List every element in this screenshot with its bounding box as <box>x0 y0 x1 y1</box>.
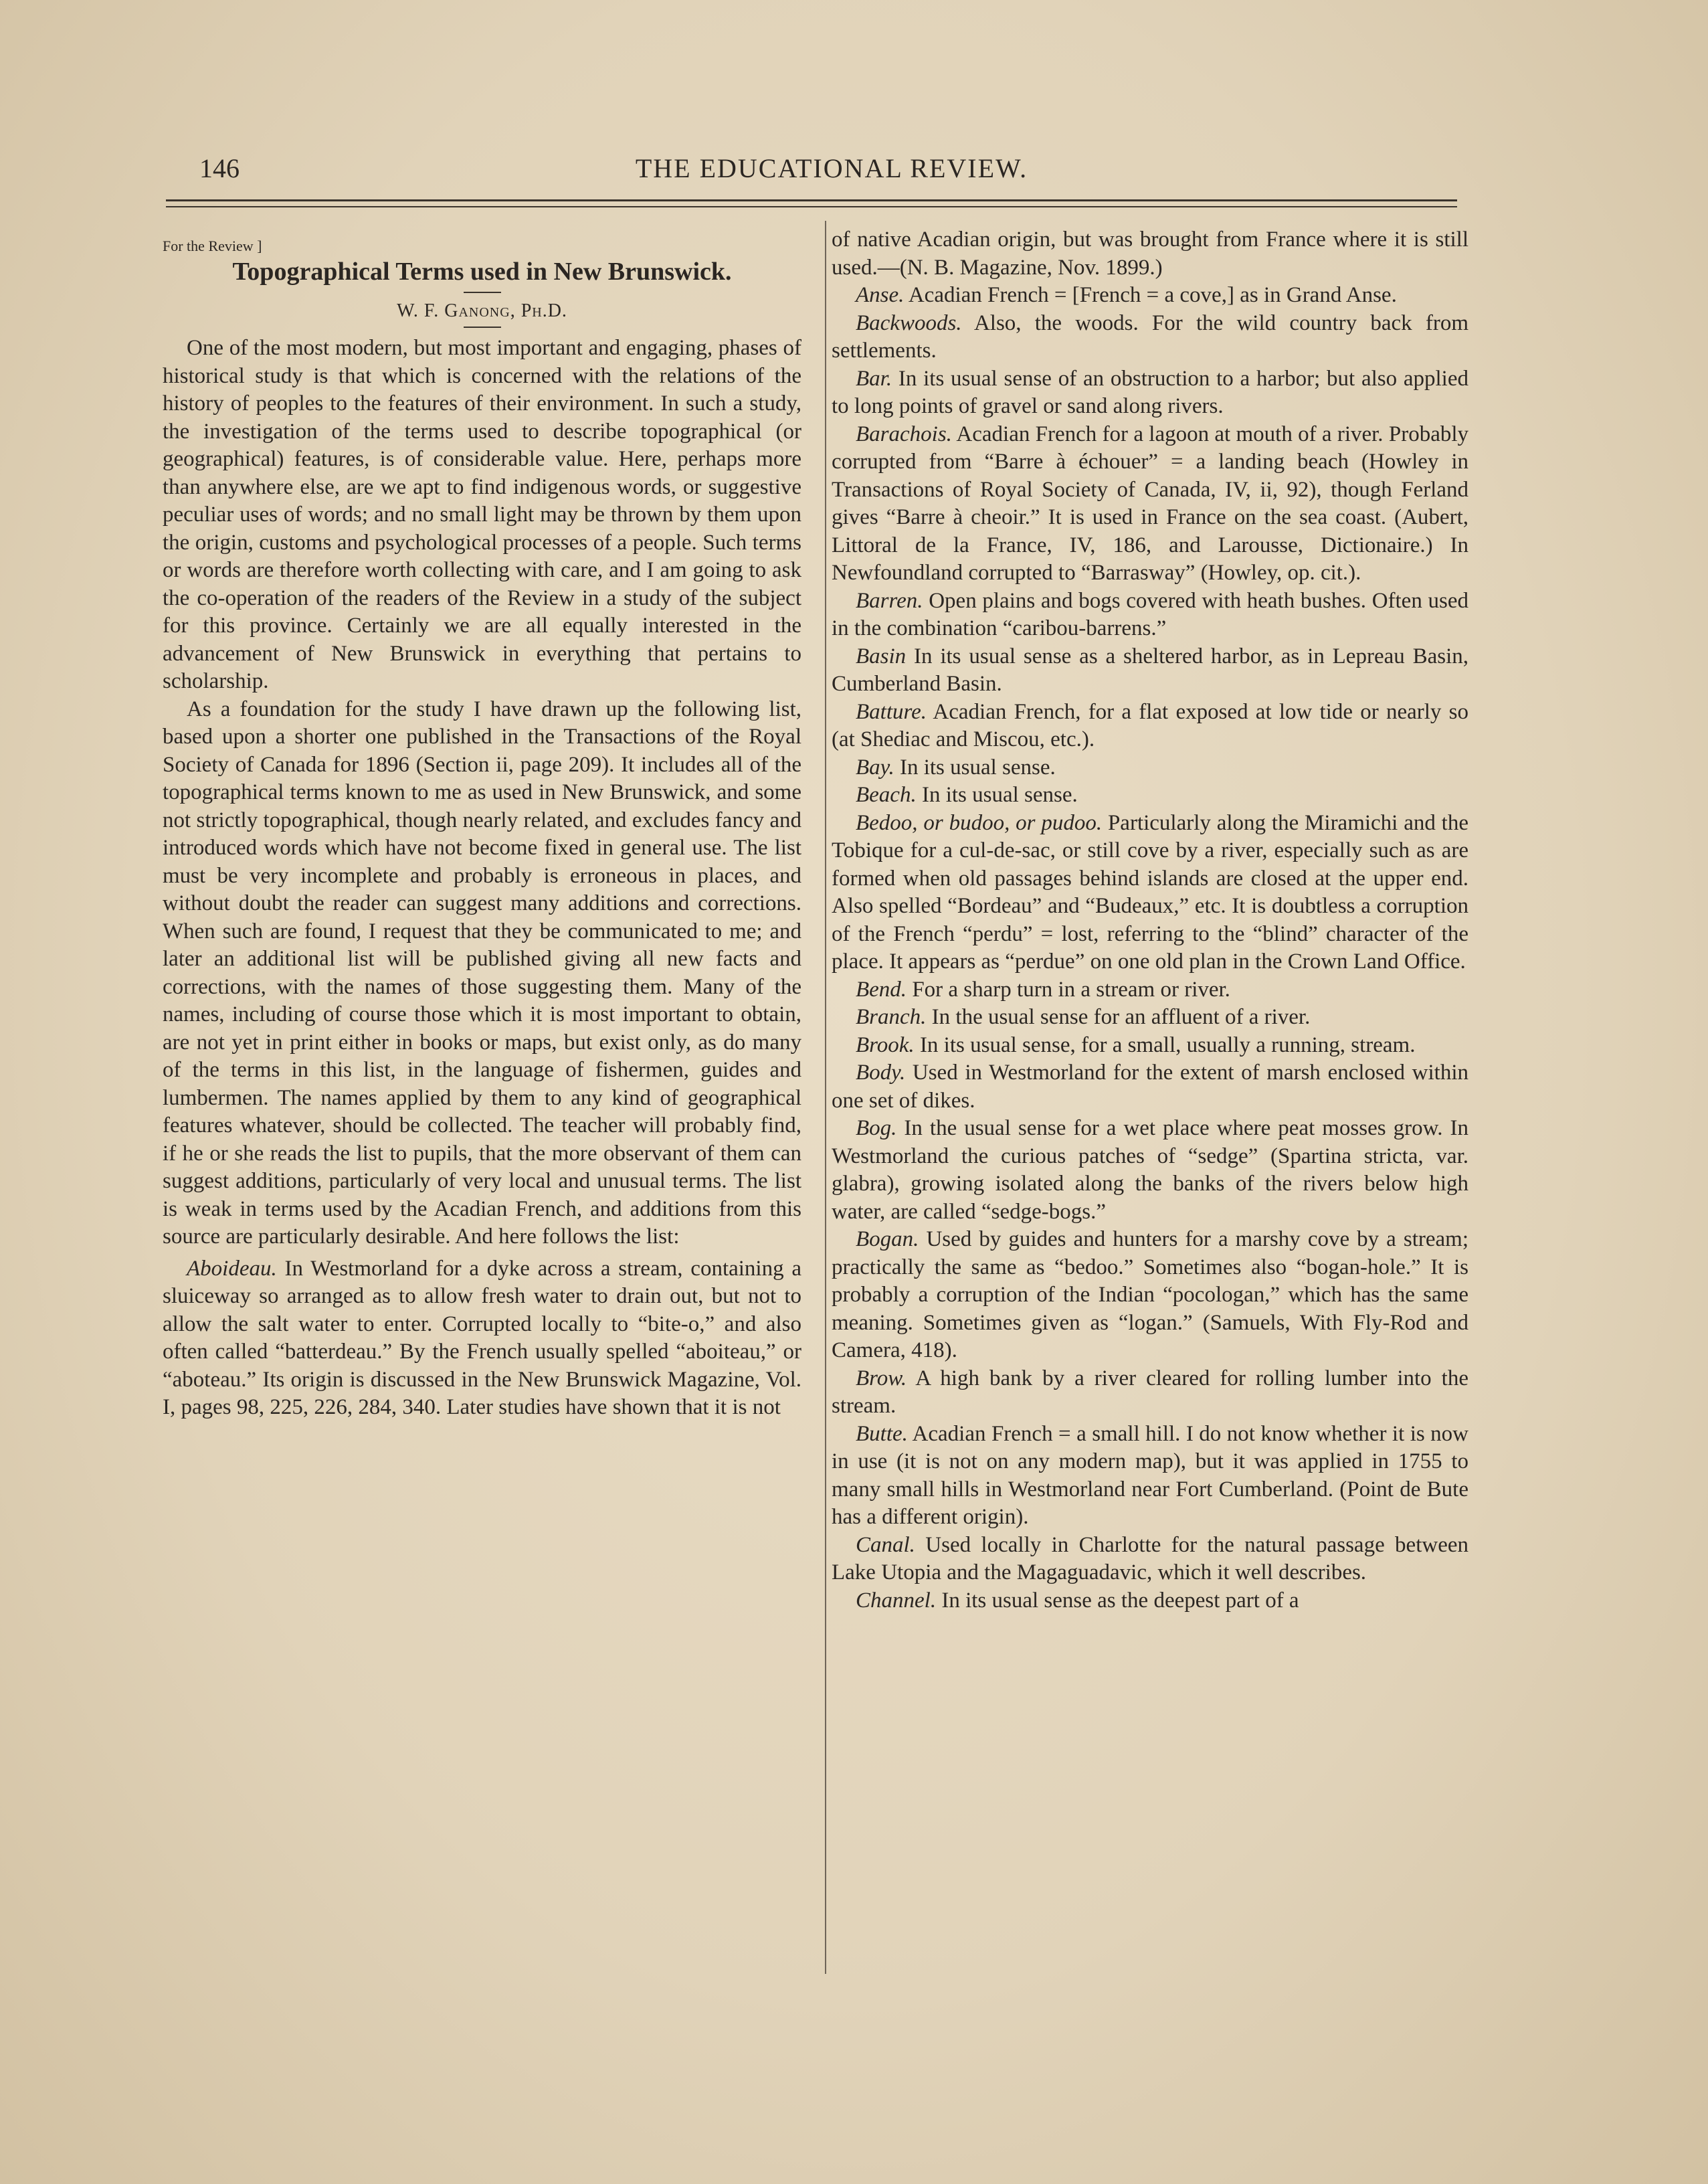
glossary-entry <box>832 1059 1468 1115</box>
entry-term: Bay. <box>856 755 894 780</box>
glossary-entry <box>832 1532 1468 1587</box>
glossary-entries <box>832 282 1468 1615</box>
glossary-entry <box>832 1032 1468 1060</box>
entry-text: Open plains and bogs covered with heath bushes. Often used in the combination “caribou-barrens.” <box>832 588 1469 640</box>
entry-term: Basin <box>856 644 907 668</box>
entry-text: Acadian French = [French = a cove,] as in Grand Anse. <box>908 283 1397 307</box>
glossary-entry <box>832 310 1468 365</box>
glossary-entry <box>832 421 1468 587</box>
entry-text: In its usual sense as the deepest part of a <box>941 1588 1299 1613</box>
intro-paragraph-2: As a foundation for the study I have drawn up the following list, based upon a shorter one published in the Transactions of the Royal Society of Canada for 1896 (Section ii, page 209). It includes all of the topographical terms known to me as used in New Brunswick, and some not strictly topographical, though nearly related, and excludes fancy and introduced words which have not become fixed in general use. The list must be very incomplete and probably is erroneous in places, and without doubt the reader can suggest many additions and corrections. When such are found, I request that they be communicated to me; and later an additional list will be published giving all new facts and corrections, with the names of those suggesting them. Many of the names, including of course those which it is most important to obtain, are not yet in print either in books or maps, but exist only, as do many of the terms in this list, in the language of fishermen, guides and lumbermen. The names applied by them to any kind of geographical features whatever, should be collected. The teacher will probably find, if he or she reads the list to pupils, that the more observant of them can suggest additions, particularly of very local and unusual terms. The list is weak in terms used by the Acadian French, and additions from this source are particularly desirable. And here follows the list: <box>163 697 801 1249</box>
entry-text: Used by guides and hunters for a marshy cove by a stream; practically the same as “bedoo.” Sometimes also “bogan-hole.” It is probably a corruption of the Indian “pocologan,” which has the same meaning. Sometimes given as “logan.” (Samuels, With Fly-Rod and Camera, 418). <box>832 1227 1469 1362</box>
header-rule-bottom <box>166 206 1457 207</box>
glossary-entry <box>832 782 1468 810</box>
entry-text: For a sharp turn in a stream or river. <box>912 977 1230 1002</box>
entry-term: Bar. <box>856 366 892 391</box>
entry-text: Also, the woods. For the wild country back from settlements. <box>832 310 1468 363</box>
glossary-entry <box>832 754 1468 782</box>
entry-text: In its usual sense. <box>899 755 1056 780</box>
page-number: 146 <box>199 153 240 183</box>
entry-text: Acadian French = a small hill. I do not know whether it is now in use (it is not on any modern map), but it was applied in 1755 to many small hills in Westmorland near Fort Cumberland. (Point de Bute has a different origin). <box>832 1421 1468 1529</box>
entry-term: Bend. <box>856 977 907 1002</box>
journal-title: THE EDUCATIONAL REVIEW. <box>635 153 1028 183</box>
glossary-entry <box>832 1365 1468 1421</box>
glossary-entry <box>832 1421 1468 1532</box>
entry-term: Butte. <box>856 1421 908 1446</box>
entry-text: Acadian French, for a flat exposed at low tide or nearly so (at Shediac and Miscou, etc.). <box>832 699 1468 751</box>
entry-text: In its usual sense, for a small, usually a running, stream. <box>919 1032 1416 1057</box>
entry-term: Channel. <box>856 1588 937 1613</box>
continued-text: of native Acadian origin, but was brought from France where it is still used.—(N. B. Magazine, Nov. 1899.) <box>832 227 1468 280</box>
glossary-entry <box>832 810 1468 976</box>
entry-text: In its usual sense as a sheltered harbor, as in Lepreau Basin, Cumberland Basin. <box>832 644 1468 696</box>
glossary-entry <box>832 1004 1468 1032</box>
glossary-entry <box>832 365 1468 421</box>
for-review-note: For the Review ] <box>163 238 262 254</box>
left-column <box>163 226 801 1422</box>
title-dash <box>464 292 501 293</box>
glossary-entry <box>163 1255 801 1422</box>
running-header <box>199 153 1464 193</box>
column-divider <box>825 221 826 1974</box>
intro-paragraph-1: One of the most modern, but most important and engaging, phases of historical study is that which is concerned with the relations of the history of peoples to the features of their environment. In such a study, the investigation of the terms used to describe topographical (or geographical) features, is of considerable value. Here, perhaps more than anywhere else, are we apt to find indigenous words, or suggestive peculiar uses of words; and no small light may be thrown by them upon the origin, customs and psychological processes of a people. Such terms or words are therefore worth collecting with care, and I am going to ask the co-operation of the readers of the Review in a study of the subject for this province. Certainly we are all equally interested in the advancement of New Brunswick in everything that pertains to scholarship. <box>163 336 801 693</box>
entry-text: A high bank by a river cleared for rolling lumber into the stream. <box>832 1366 1468 1418</box>
entry-text: Acadian French for a lagoon at mouth of a river. Probably corrupted from “Barre à échouer” = a landing beach (Howley in Transactions of Royal Society of Canada, IV, ii, 92), though Ferland gives “Barre à cheoir.” It is used in France on the sea coast. (Aubert, Littoral de la France, IV, 186, and Larousse, Dictionaire.) In Newfoundland corrupted to “Barrasway” (Howley, op. cit.). <box>832 422 1469 585</box>
glossary-entry <box>832 1226 1468 1365</box>
glossary-entry <box>832 976 1468 1004</box>
entry-text: In the usual sense for a wet place where peat mosses grow. In Westmorland the curious patches of “sedge” (Spartina stricta, var. glabra), growing isolated along the banks of the rivers below high water, are called “sedge-bogs.” <box>832 1116 1468 1224</box>
entry-term: Bogan. <box>856 1227 919 1251</box>
entry-term: Barren. <box>856 588 923 613</box>
entry-term: Bog. <box>856 1116 897 1140</box>
glossary-entry <box>832 1115 1468 1226</box>
entry-term: Anse. <box>856 283 905 307</box>
entry-text: Used in Westmorland for the extent of marsh enclosed within one set of dikes. <box>832 1061 1468 1113</box>
entry-term: Aboideau. <box>187 1256 277 1281</box>
entry-text: Used locally in Charlotte for the natural passage between Lake Utopia and the Magaguadavic, which it well describes. <box>832 1532 1469 1584</box>
author-byline: W. F. Ganong, Ph.D. <box>397 300 567 321</box>
entry-term: Brow. <box>856 1366 907 1390</box>
entry-term: Backwoods. <box>856 310 962 335</box>
entry-text: In its usual sense of an obstruction to a harbor; but also applied to long points of gravel or sand along rivers. <box>832 366 1468 418</box>
header-rule-top <box>166 199 1457 201</box>
entry-term: Branch. <box>856 1005 927 1029</box>
entry-text: In the usual sense for an affluent of a river. <box>931 1005 1311 1029</box>
entry-term: Canal. <box>856 1532 915 1557</box>
entry-term: Beach. <box>856 783 917 807</box>
entry-text: Particularly along the Miramichi and the Tobique for a cul-de-sac, or still cove by a river, especially such as are formed when old passages behind islands are closed at the upper end. Also spelled “Bordeau” and “Budeaux,” etc. It is doubtless a corruption of the French “perdu” = lost, referring to the “blind” character of the place. It appears as “perdue” on one old plan in the Crown Land Office. <box>832 810 1468 974</box>
entry-term: Body. <box>856 1061 906 1085</box>
entry-term: Brook. <box>856 1032 915 1057</box>
glossary-entry <box>832 1587 1468 1615</box>
entry-term: Barachois. <box>856 422 952 446</box>
entry-term: Bedoo, or budoo, or pudoo. <box>856 810 1103 835</box>
entry-text: In Westmorland for a dyke across a stream, containing a sluiceway so arranged as to allow fresh water to drain out, but not to allow the salt water to enter. Corrupted locally to “bite-o,” and also often called “batterdeau.” By the French usually spelled “aboiteau,” or “aboteau.” Its origin is discussed in the New Brunswick Magazine, Vol. I, pages 98, 225, 226, 284, 340. Later studies have shown that it is not <box>163 1256 802 1419</box>
entry-term: Batture. <box>856 699 927 724</box>
right-column <box>832 226 1468 1615</box>
glossary-entry <box>832 699 1468 754</box>
glossary-entry <box>832 587 1468 643</box>
glossary-entry <box>832 643 1468 699</box>
article-title: Topographical Terms used in New Brunswick. <box>232 258 732 286</box>
glossary-entry <box>832 282 1468 310</box>
entry-text: In its usual sense. <box>921 783 1078 807</box>
author-dash <box>464 327 501 328</box>
